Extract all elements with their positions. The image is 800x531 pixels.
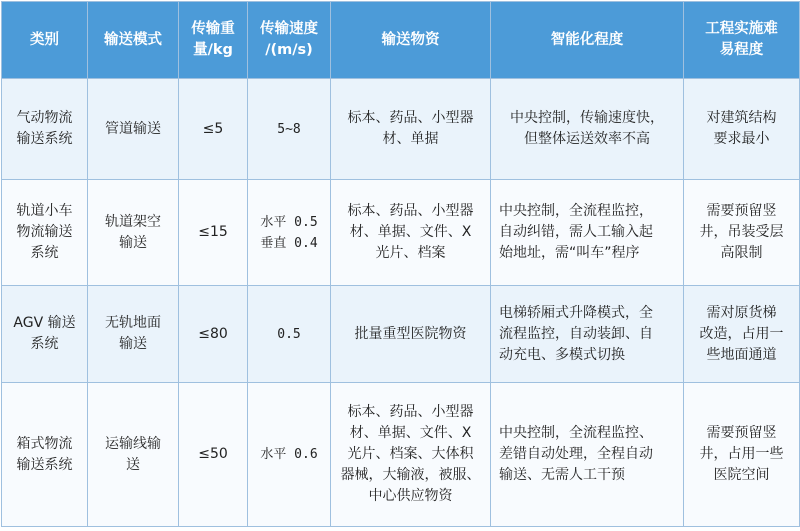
cell-goods: 批量重型医院物资 bbox=[331, 286, 491, 383]
cell-weight: ≤15 bbox=[179, 180, 248, 286]
cell-intelligence: 中央控制，全流程监控、 差错自动处理，全程自动 输送、无需人工干预 bbox=[491, 383, 684, 527]
cell-mode: 轨道架空 输送 bbox=[88, 180, 179, 286]
logistics-comparison-table bbox=[1, 1, 800, 527]
header-weight: 传输重 量/kg bbox=[179, 2, 248, 79]
cell-goods: 标本、药品、小型器 材、单据、文件、X 光片、档案 bbox=[331, 180, 491, 286]
cell-mode: 管道输送 bbox=[88, 79, 179, 180]
cell-weight: ≤50 bbox=[179, 383, 248, 527]
cell-weight: ≤80 bbox=[179, 286, 248, 383]
table-row bbox=[2, 286, 800, 383]
header-category: 类别 bbox=[2, 2, 88, 79]
cell-speed: 水平 0.6 bbox=[248, 383, 331, 527]
header-difficulty: 工程实施难 易程度 bbox=[684, 2, 800, 79]
header-row bbox=[2, 2, 800, 79]
cell-speed: 5~8 bbox=[248, 79, 331, 180]
cell-intelligence: 中央控制，全流程监控， 自动纠错，需人工输入起 始地址，需“叫车”程序 bbox=[491, 180, 684, 286]
cell-category: 气动物流 输送系统 bbox=[2, 79, 88, 180]
cell-difficulty: 需要预留竖 井，占用一些 医院空间 bbox=[684, 383, 800, 527]
cell-weight: ≤5 bbox=[179, 79, 248, 180]
header-goods: 输送物资 bbox=[331, 2, 491, 79]
cell-category: 轨道小车 物流输送 系统 bbox=[2, 180, 88, 286]
cell-difficulty: 需要预留竖 井，吊装受层 高限制 bbox=[684, 180, 800, 286]
cell-mode: 无轨地面 输送 bbox=[88, 286, 179, 383]
cell-speed: 水平 0.5 垂直 0.4 bbox=[248, 180, 331, 286]
cell-intelligence: 中央控制，传输速度快， 但整体运送效率不高 bbox=[491, 79, 684, 180]
header-mode: 输送模式 bbox=[88, 2, 179, 79]
cell-speed: 0.5 bbox=[248, 286, 331, 383]
cell-goods: 标本、药品、小型器 材、单据 bbox=[331, 79, 491, 180]
header-speed: 传输速度 /(m/s) bbox=[248, 2, 331, 79]
cell-goods: 标本、药品、小型器 材、单据、文件、X 光片、档案、大体积 器械，大输液，被服、 中心供应物资 bbox=[331, 383, 491, 527]
table-row bbox=[2, 180, 800, 286]
cell-intelligence: 电梯轿厢式升降模式，全 流程监控，自动装卸、自 动充电、多模式切换 bbox=[491, 286, 684, 383]
cell-category: 箱式物流 输送系统 bbox=[2, 383, 88, 527]
cell-difficulty: 需对原货梯 改造，占用一 些地面通道 bbox=[684, 286, 800, 383]
cell-category: AGV 输送 系统 bbox=[2, 286, 88, 383]
cell-mode: 运输线输 送 bbox=[88, 383, 179, 527]
cell-difficulty: 对建筑结构 要求最小 bbox=[684, 79, 800, 180]
header-intelligence: 智能化程度 bbox=[491, 2, 684, 79]
table-row bbox=[2, 383, 800, 527]
table-row bbox=[2, 79, 800, 180]
